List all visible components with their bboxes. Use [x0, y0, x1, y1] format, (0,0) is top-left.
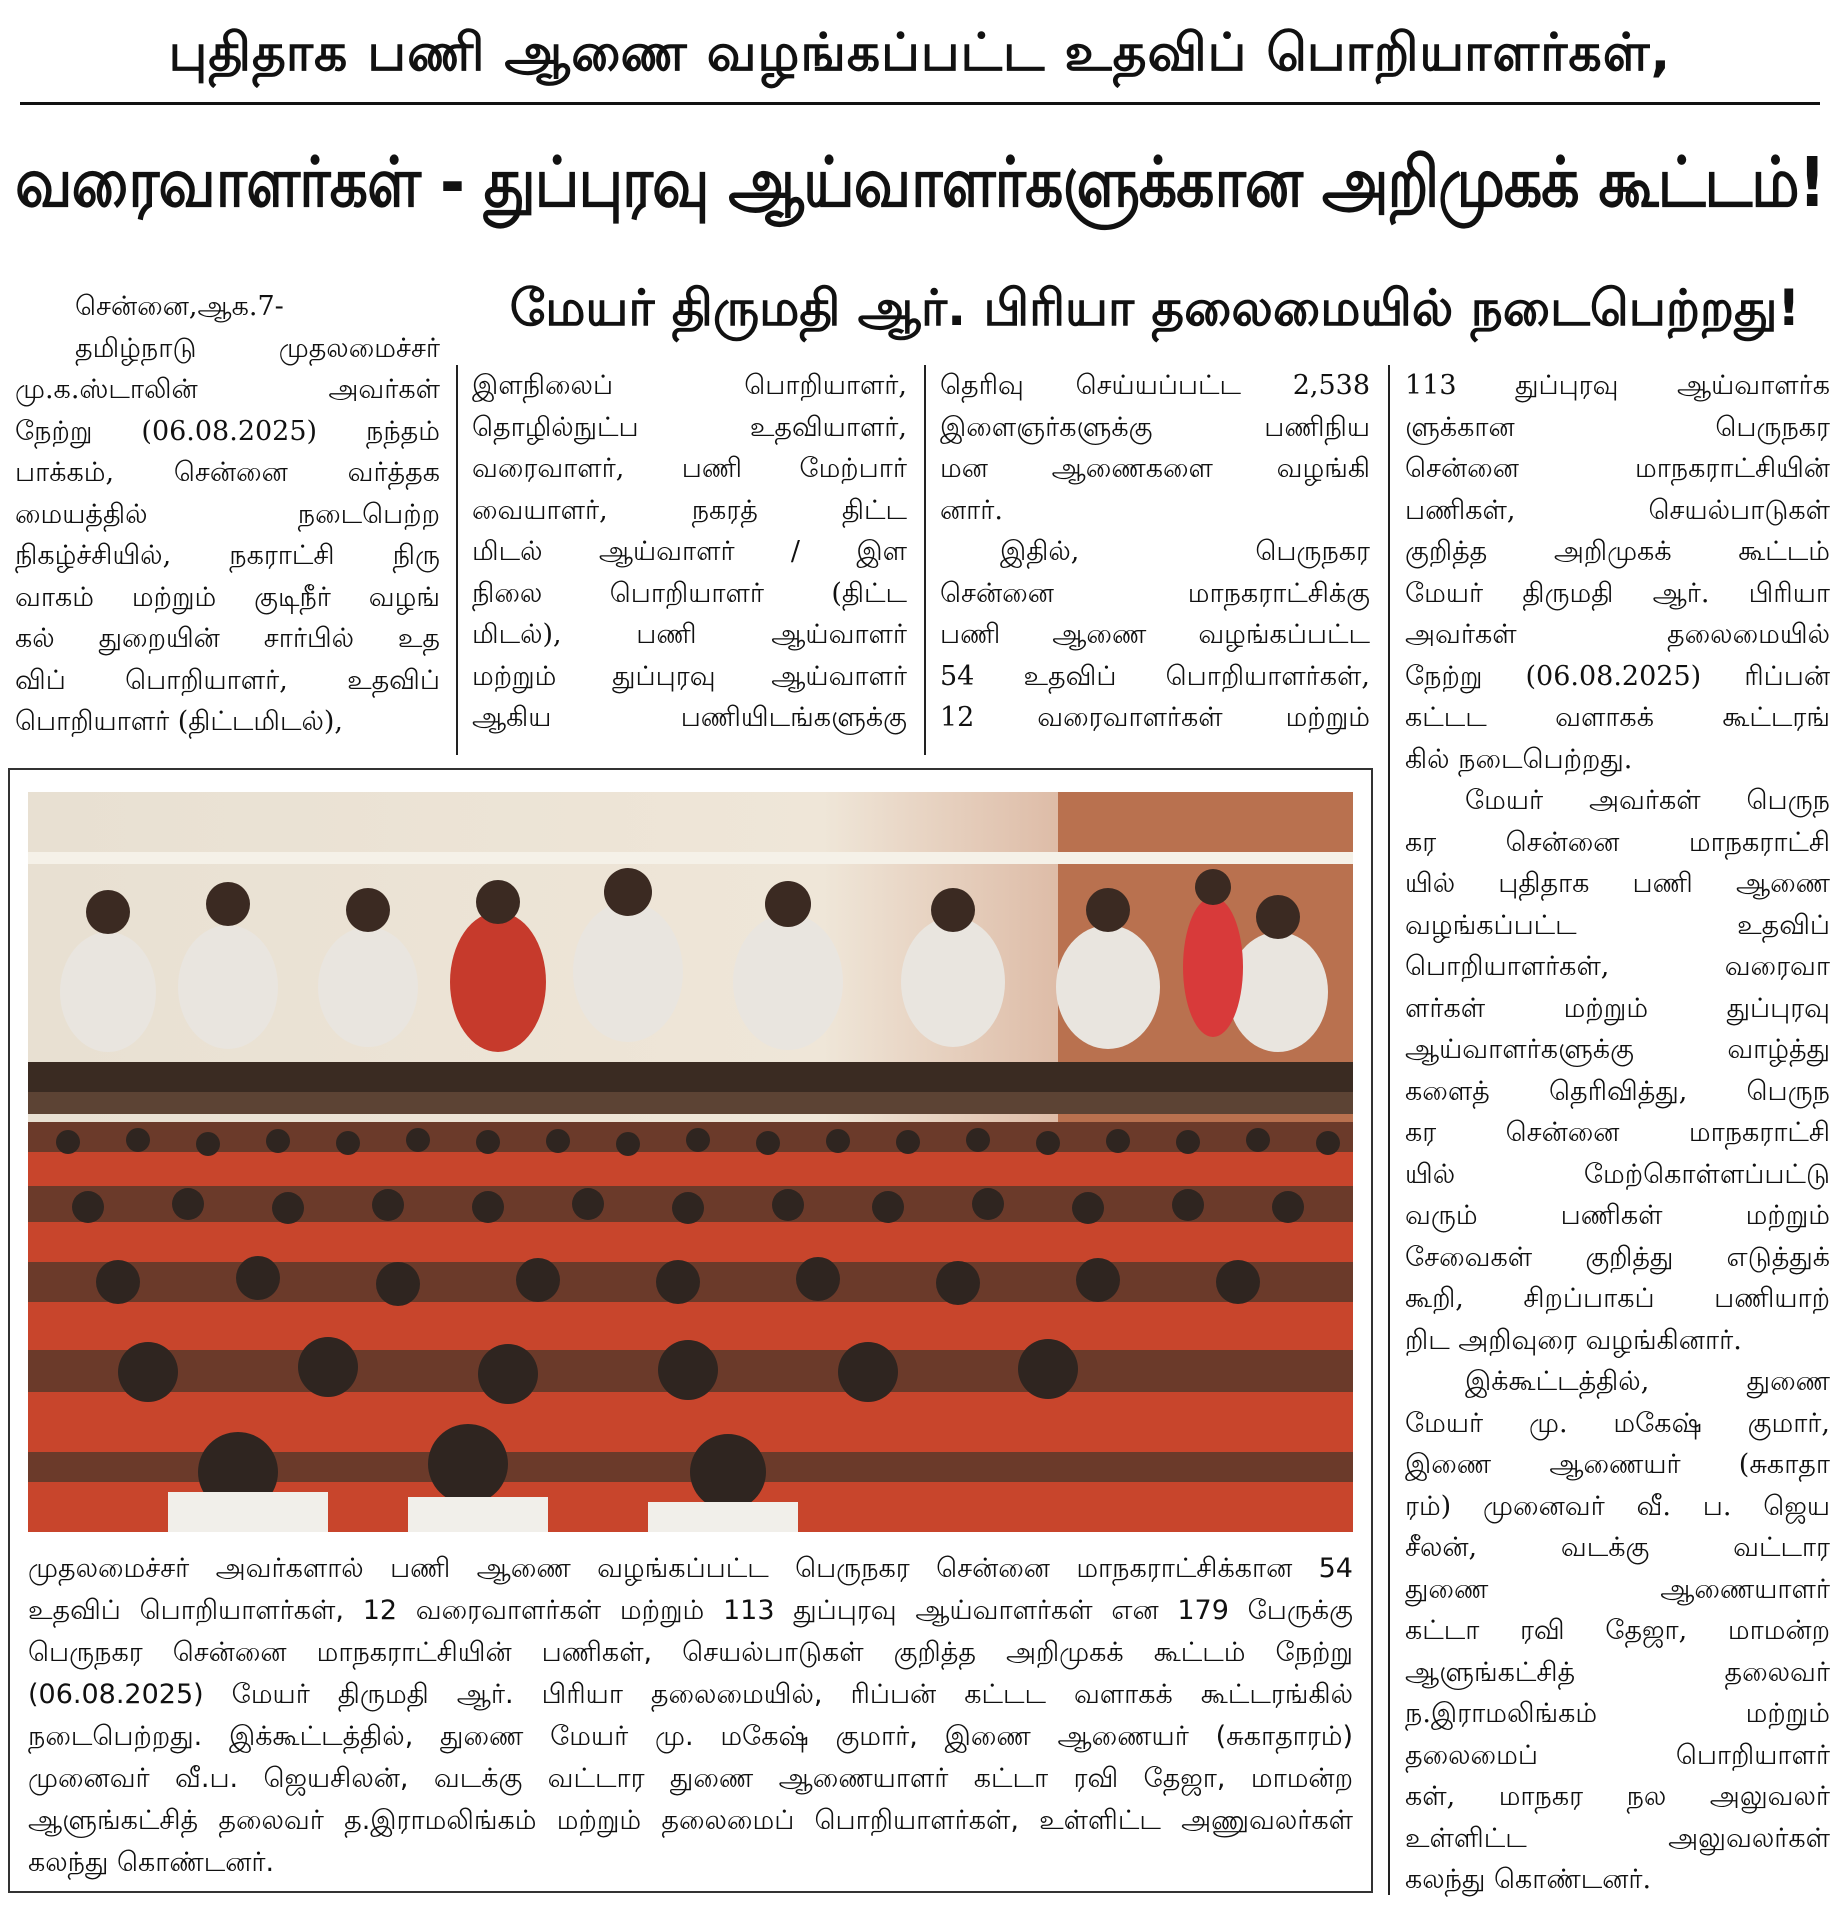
event-photo: [28, 792, 1353, 1532]
subheadline: மேயர் திருமதி ஆர். பிரியா தலைமையில் நடைபெற்றது!: [509, 279, 1801, 337]
article-line: பணி ஆணை வழங்கப்பட்ட: [940, 619, 1370, 650]
article-line: நேற்று (06.08.2025) நந்தம்: [15, 415, 440, 447]
caption-line: முனைவர் வீ.ப. ஜெயசிலன், வடக்கு வட்டார துணை ஆணையாளர் கட்டா ரவி தேஜா, மாமன்ற: [28, 1763, 1353, 1794]
photo-caption: [28, 1548, 1353, 1884]
caption-line: பெருநகர சென்னை மாநகராட்சியின் பணிகள், செயல்பாடுகள் குறித்த அறிமுகக் கூட்டம் நேற்று: [28, 1637, 1353, 1668]
column-divider: [1388, 365, 1390, 1895]
article-column-4: [1405, 365, 1830, 1901]
article-line: சென்னை மாநகராட்சிக்கு: [940, 577, 1370, 609]
article-line: ளர்கள் மற்றும் துப்புரவு: [1405, 992, 1830, 1024]
article-line: 12 வரைவாளர்கள் மற்றும்: [940, 702, 1370, 733]
column-divider: [456, 365, 458, 755]
article-line: இக்கூட்டத்தில், துணை: [1465, 1366, 1830, 1397]
article-line: விப் பொறியாளர், உதவிப்: [15, 664, 440, 696]
article-line: கட்டா ரவி தேஜா, மாமன்ற: [1405, 1615, 1830, 1646]
article-line: கட்டட வளாகக் கூட்டரங்: [1405, 702, 1830, 733]
article-line: மேயர் அவர்கள் பெருந: [1465, 785, 1830, 816]
article-column-3: [940, 365, 1370, 739]
article-line: கள், மாநகர நல அலுவலர்: [1405, 1781, 1830, 1812]
article-line: பணிகள், செயல்பாடுகள்: [1405, 494, 1830, 526]
article-line: இளைஞர்களுக்கு பணிநிய: [940, 411, 1370, 443]
article-line: வாகம் மற்றும் குடிநீர் வழங்: [15, 581, 440, 613]
article-line: துணை ஆணையாளர்: [1405, 1573, 1830, 1605]
photo-box: [8, 768, 1373, 1893]
headline-line-2: வரைவாளர்கள் - துப்புரவு ஆய்வாளர்களுக்கான அறிமுகக் கூட்டம்!: [15, 142, 1825, 224]
article-line: கில் நடைபெற்றது.: [1405, 743, 1633, 775]
caption-line: உதவிப் பொறியாளர்கள், 12 வரைவாளர்கள் மற்றும் 113 துப்புரவு ஆய்வாளர்கள் என 179 பேருக்கு: [28, 1595, 1353, 1626]
headline-rule: [20, 102, 1820, 105]
article-line: றிட அறிவுரை வழங்கினார்.: [1405, 1324, 1742, 1356]
article-line: சேவைகள் குறித்து எடுத்துக்: [1405, 1241, 1830, 1273]
article-line: 54 உதவிப் பொறியாளர்கள்,: [940, 660, 1370, 692]
article-line: தலைமைப் பொறியாளர்: [1405, 1739, 1830, 1771]
headline-line-1: புதிதாக பணி ஆணை வழங்கப்பட்ட உதவிப் பொறியாளர்கள்,: [168, 23, 1672, 83]
article-line: மேயர் மு. மகேஷ் குமார்,: [1405, 1407, 1830, 1439]
column-divider: [924, 365, 926, 755]
article-line: உள்ளிட்ட அலுவலர்கள்: [1405, 1822, 1830, 1854]
article-line: தொழில்நுட்ப உதவியாளர்,: [472, 411, 907, 443]
article-line: யில் புதிதாக பணி ஆணை: [1405, 868, 1830, 899]
caption-line: நடைபெற்றது. இக்கூட்டத்தில், துணை மேயர் மு. மகேஷ் குமார், இணை ஆணையர் (சுகாதாரம்): [28, 1721, 1353, 1752]
article-line: இளநிலைப் பொறியாளர்,: [472, 370, 907, 401]
article-line: ஆகிய பணியிடங்களுக்கு: [472, 702, 907, 733]
article-line: மு.க.ஸ்டாலின் அவர்கள்: [15, 374, 440, 405]
article-line: இணை ஆணையர் (சுகாதா: [1405, 1449, 1830, 1480]
article-line: மையத்தில் நடைபெற்ற: [15, 498, 440, 530]
dateline: சென்னை,ஆக.7-: [75, 291, 284, 322]
article-line: குறித்த அறிமுகக் கூட்டம்: [1405, 536, 1830, 567]
article-line: கர சென்னை மாநகராட்சி: [1405, 826, 1830, 858]
article-column-2: [472, 365, 907, 739]
event-photo-icon: [28, 792, 1353, 1532]
article-line: பொறியாளர்கள், வரைவா: [1405, 951, 1830, 982]
caption-line: கலந்து கொண்டனர்.: [28, 1847, 275, 1878]
article-line: இதில், பெருநகர: [1000, 536, 1370, 567]
article-line: ரம்) முனைவர் வீ. ப. ஜெய: [1405, 1490, 1830, 1522]
article-line: மன ஆணைகளை வழங்கி: [940, 453, 1370, 484]
article-line: ஆளுங்கட்சித் தலைவர்: [1405, 1656, 1830, 1688]
article-line: சென்னை மாநகராட்சியின்: [1405, 453, 1830, 484]
article-line: தெரிவு செய்யப்பட்ட 2,538: [940, 370, 1370, 401]
caption-line: ஆளுங்கட்சித் தலைவர் த.இராமலிங்கம் மற்றும் தலைமைப் பொறியாளர்கள், உள்ளிட்ட அணுவலர்கள்: [28, 1805, 1353, 1836]
article-line: வரும் பணிகள் மற்றும்: [1405, 1200, 1830, 1231]
article-line: ளுக்கான பெருநகர: [1405, 411, 1830, 443]
article-line: கர சென்னை மாநகராட்சி: [1405, 1117, 1830, 1148]
article-line: மிடல்), பணி ஆய்வாளர்: [472, 619, 907, 650]
article-line: பொறியாளர் (திட்டமிடல்),: [15, 706, 343, 737]
article-line: நிலை பொறியாளர் (திட்ட: [472, 577, 907, 609]
article-line: ஆய்வாளர்களுக்கு வாழ்த்து: [1405, 1034, 1830, 1065]
article-line: தமிழ்நாடு முதலமைச்சர்: [75, 332, 440, 364]
article-line: சீலன், வடக்கு வட்டார: [1405, 1532, 1830, 1563]
article-line: பாக்கம், சென்னை வர்த்தக: [15, 457, 440, 488]
article-line: வழங்கப்பட்ட உதவிப்: [1405, 909, 1830, 941]
article-line: மிடல் ஆய்வாளர் / இள: [472, 536, 907, 567]
article-column-1: [15, 286, 440, 743]
article-line: நேற்று (06.08.2025) ரிப்பன்: [1405, 660, 1830, 692]
article-line: ந.இராமலிங்கம் மற்றும்: [1405, 1698, 1830, 1729]
article-line: மேயர் திருமதி ஆர். பிரியா: [1405, 577, 1830, 609]
article-line: யில் மேற்கொள்ளப்பட்டு: [1405, 1158, 1830, 1190]
article-line: கலந்து கொண்டனர்.: [1405, 1864, 1652, 1895]
article-line: வையாளர், நகரத் திட்ட: [472, 494, 907, 526]
article-line: 113 துப்புரவு ஆய்வாளர்க: [1405, 370, 1830, 401]
article-line: நிகழ்ச்சியில், நகராட்சி நிரு: [15, 540, 440, 571]
article-line: கல் துறையின் சார்பில் உத: [15, 623, 440, 654]
article-line: களைத் தெரிவித்து, பெருந: [1405, 1075, 1830, 1107]
caption-line: (06.08.2025) மேயர் திருமதி ஆர். பிரியா தலைமையில், ரிப்பன் கட்டட வளாகக் கூட்டரங்கில்: [28, 1679, 1353, 1710]
article-line: மற்றும் துப்புரவு ஆய்வாளர்: [472, 660, 907, 692]
article-line: கூறி, சிறப்பாகப் பணியாற்: [1405, 1283, 1830, 1314]
caption-line: முதலமைச்சர் அவர்களால் பணி ஆணை வழங்கப்பட்ட பெருநகர சென்னை மாநகராட்சிக்கான 54: [28, 1553, 1353, 1584]
article-line: அவர்கள் தலைமையில்: [1405, 619, 1830, 650]
article-line: னார்.: [940, 494, 1003, 526]
article-line: வரைவாளர், பணி மேற்பார்: [472, 453, 907, 484]
